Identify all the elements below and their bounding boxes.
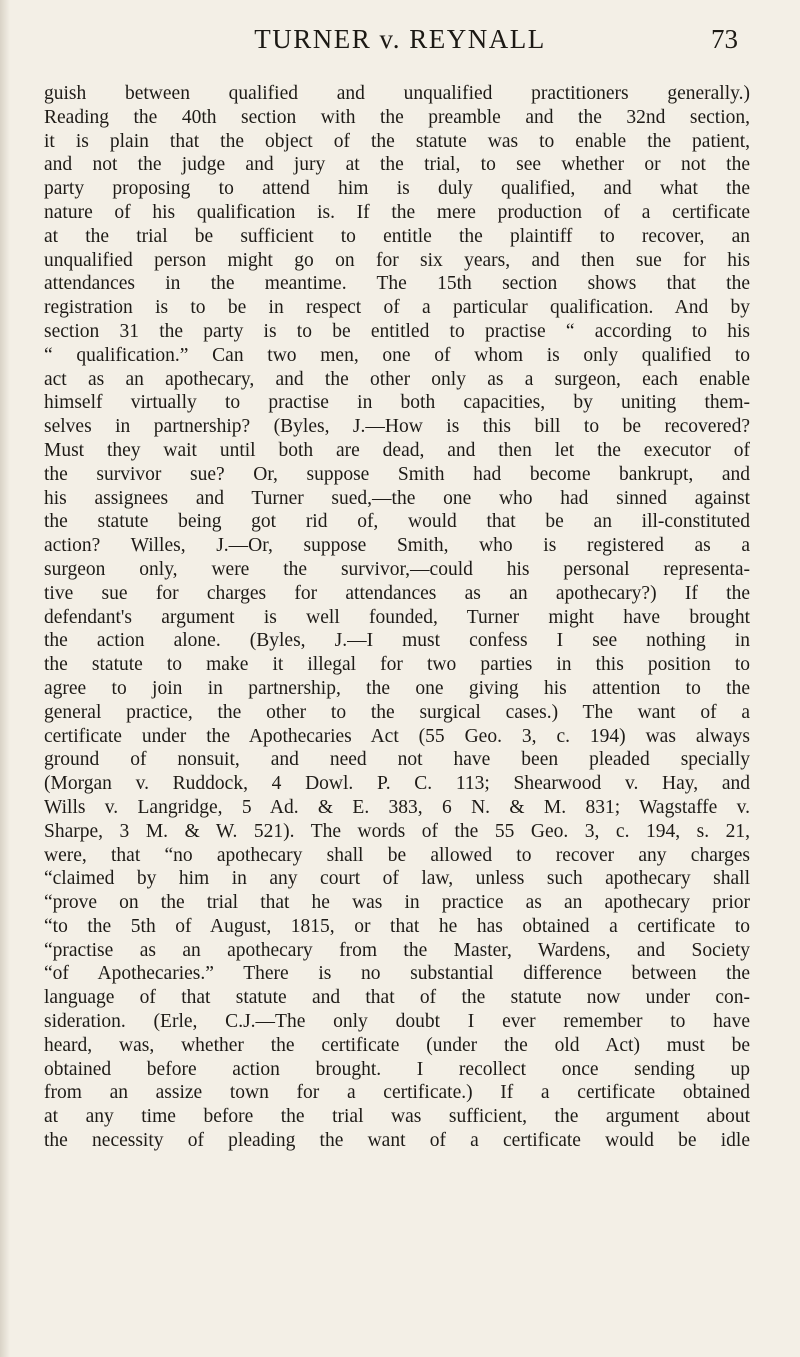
text-line: surgeon only, were the survivor,—could his personal representa- bbox=[44, 558, 750, 580]
text-line: “prove on the trial that he was in practice as an apothecary prior bbox=[44, 892, 750, 914]
page-number: 73 bbox=[711, 24, 738, 54]
text-line: language of that statute and that of the statute now under con- bbox=[44, 987, 750, 1009]
text-line: from an assize town for a certificate.) If a certificate obtained bbox=[44, 1082, 750, 1104]
text-line: obtained before action brought. I recollect once sending up bbox=[44, 1058, 750, 1080]
text-line: the survivor sue? Or, suppose Smith had become bankrupt, and bbox=[44, 463, 750, 485]
text-line: agree to join in partnership, the one giving his attention to the bbox=[44, 677, 750, 699]
text-line: party proposing to attend him is duly qualified, and what the bbox=[44, 178, 750, 200]
body-text bbox=[44, 82, 750, 1153]
text-line: Reading the 40th section with the preamble and the 32nd section, bbox=[44, 106, 750, 128]
text-line: Must they wait until both are dead, and then let the executor of bbox=[44, 439, 750, 461]
text-line: heard, was, whether the certificate (under the old Act) must be bbox=[44, 1034, 750, 1056]
text-line: the necessity of pleading the want of a certificate would be idle bbox=[44, 1130, 750, 1152]
text-line: and not the judge and jury at the trial, to see whether or not the bbox=[44, 154, 750, 176]
text-line: registration is to be in respect of a particular qualification. And by bbox=[44, 297, 750, 319]
text-line: ground of nonsuit, and need not have been pleaded specially bbox=[44, 749, 750, 771]
text-line: “claimed by him in any court of law, unless such apothecary shall bbox=[44, 868, 750, 890]
text-line: “practise as an apothecary from the Master, Wardens, and Society bbox=[44, 939, 750, 961]
text-line: selves in partnership? (Byles, J.—How is this bill to be recovered? bbox=[44, 416, 750, 438]
text-line: (Morgan v. Ruddock, 4 Dowl. P. C. 113; Shearwood v. Hay, and bbox=[44, 773, 750, 795]
text-line: the statute to make it illegal for two parties in this position to bbox=[44, 654, 750, 676]
page-header bbox=[62, 24, 738, 60]
text-line: his assignees and Turner sued,—the one who had sinned against bbox=[44, 487, 750, 509]
text-line: general practice, the other to the surgical cases.) The want of a bbox=[44, 701, 750, 723]
page-gutter-shadow bbox=[0, 0, 10, 1357]
text-line: sideration. (Erle, C.J.—The only doubt I ever remember to have bbox=[44, 1011, 750, 1033]
text-line: section 31 the party is to be entitled to practise “ according to his bbox=[44, 320, 750, 342]
text-line: himself virtually to practise in both capacities, by uniting them- bbox=[44, 392, 750, 414]
text-line: attendances in the meantime. The 15th section shows that the bbox=[44, 273, 750, 295]
text-line: Wills v. Langridge, 5 Ad. & E. 383, 6 N. & M. 831; Wagstaffe v. bbox=[44, 796, 750, 818]
text-line: certificate under the Apothecaries Act (55 Geo. 3, c. 194) was always bbox=[44, 725, 750, 747]
text-line: “of Apothecaries.” There is no substantial difference between the bbox=[44, 963, 750, 985]
text-line: tive sue for charges for attendances as an apothecary?) If the bbox=[44, 582, 750, 604]
text-line: act as an apothecary, and the other only as a surgeon, each enable bbox=[44, 368, 750, 390]
text-line: at the trial be sufficient to entitle the plaintiff to recover, an bbox=[44, 225, 750, 247]
text-line: it is plain that the object of the statute was to enable the patient, bbox=[44, 130, 750, 152]
text-line: nature of his qualification is. If the mere production of a certificate bbox=[44, 201, 750, 223]
text-line: guish between qualified and unqualified practitioners generally.) bbox=[44, 83, 750, 104]
text-line: the statute being got rid of, would that be an ill-constituted bbox=[44, 511, 750, 533]
text-line: action? Willes, J.—Or, suppose Smith, who is registered as a bbox=[44, 535, 750, 557]
text-line: “to the 5th of August, 1815, or that he has obtained a certificate to bbox=[44, 915, 750, 937]
text-line: the action alone. (Byles, J.—I must confess I see nothing in bbox=[44, 630, 750, 652]
text-line: at any time before the trial was sufficient, the argument about bbox=[44, 1106, 750, 1128]
text-line: Sharpe, 3 M. & W. 521). The words of the 55 Geo. 3, c. 194, s. 21, bbox=[44, 820, 750, 842]
text-line: were, that “no apothecary shall be allowed to recover any charges bbox=[44, 844, 750, 866]
text-line: unqualified person might go on for six years, and then sue for his bbox=[44, 249, 750, 271]
running-head: TURNER v. REYNALL bbox=[254, 24, 546, 54]
text-line: “ qualification.” Can two men, one of whom is only qualified to bbox=[44, 344, 750, 366]
text-line: defendant's argument is well founded, Turner might have brought bbox=[44, 606, 750, 628]
